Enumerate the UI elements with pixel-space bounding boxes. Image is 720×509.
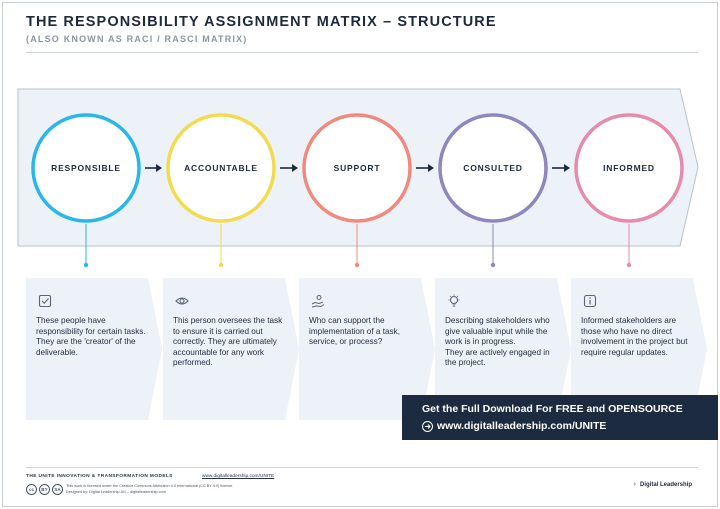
download-banner[interactable] (402, 395, 718, 440)
role-description: Informed stakeholders are those who have no direct involvement in the project but require regular updates. (581, 316, 688, 357)
role-label-support: SUPPORT (333, 163, 381, 173)
brand-name: Digital Leadership (639, 481, 692, 488)
role-card-accountable (163, 278, 299, 420)
role-description: These people have responsibility for certain tasks. They are the 'creator' of the deliverable. (36, 316, 146, 357)
role-description: Who can support the implementation of a task, service, or process? (309, 316, 401, 347)
by-badge-icon: BY (39, 484, 50, 495)
download-banner-link[interactable] (422, 420, 606, 432)
footer-link[interactable]: www.digitalleadership.com/UNITE (202, 474, 275, 479)
download-banner-url: www.digitalleadership.com/UNITE (437, 420, 607, 432)
role-label-responsible: RESPONSIBLE (51, 163, 121, 173)
page-title: THE RESPONSIBILITY ASSIGNMENT MATRIX – STRUCTURE (26, 14, 497, 30)
eye-icon (175, 294, 189, 308)
cc-badge-icon: cc (26, 484, 37, 495)
brand-logo (634, 481, 692, 488)
role-label-accountable: ACCOUNTABLE (184, 163, 258, 173)
connector-dot-informed (627, 263, 631, 267)
info-icon (583, 294, 597, 308)
license-badges (26, 484, 63, 495)
brand-chevron-icon: › (633, 481, 636, 488)
designer-credit: Designed by: Digital Leadership AG – digitalleadership.com (66, 490, 166, 494)
role-description: Describing stakeholders who give valuable input while the work is in progress. They are actively engaged in the project. (445, 316, 550, 368)
footer-series-name: THE UNITE INNOVATION & TRANSFORMATION MODELS (26, 474, 173, 479)
license-text: This work is licensed under the Creative Commons Attribution 4.0 International (CC BY 4.0) license. (66, 484, 234, 488)
arrow-circle-icon (422, 421, 433, 432)
role-label-informed: INFORMED (603, 163, 655, 173)
connector-dot-support (355, 263, 359, 267)
role-card-responsible (26, 278, 162, 420)
lightbulb-icon (447, 294, 461, 308)
role-label-consulted: CONSULTED (463, 163, 523, 173)
download-banner-headline: Get the Full Download For FREE and OPENSOURCE (422, 403, 683, 415)
checkbox-icon (38, 294, 52, 308)
role-description: This person oversees the task to ensure it is carried out correctly. They are ultimately accountable for any work performed. (173, 316, 283, 368)
sa-badge-icon: SA (52, 484, 63, 495)
footer-divider (26, 467, 698, 468)
page-subtitle: (ALSO KNOWN AS RACI / RASCI MATRIX) (26, 34, 248, 44)
helping-hand-icon (311, 294, 325, 308)
connector-dot-accountable (219, 263, 223, 267)
connector-dot-consulted (491, 263, 495, 267)
connector-dot-responsible (84, 263, 88, 267)
